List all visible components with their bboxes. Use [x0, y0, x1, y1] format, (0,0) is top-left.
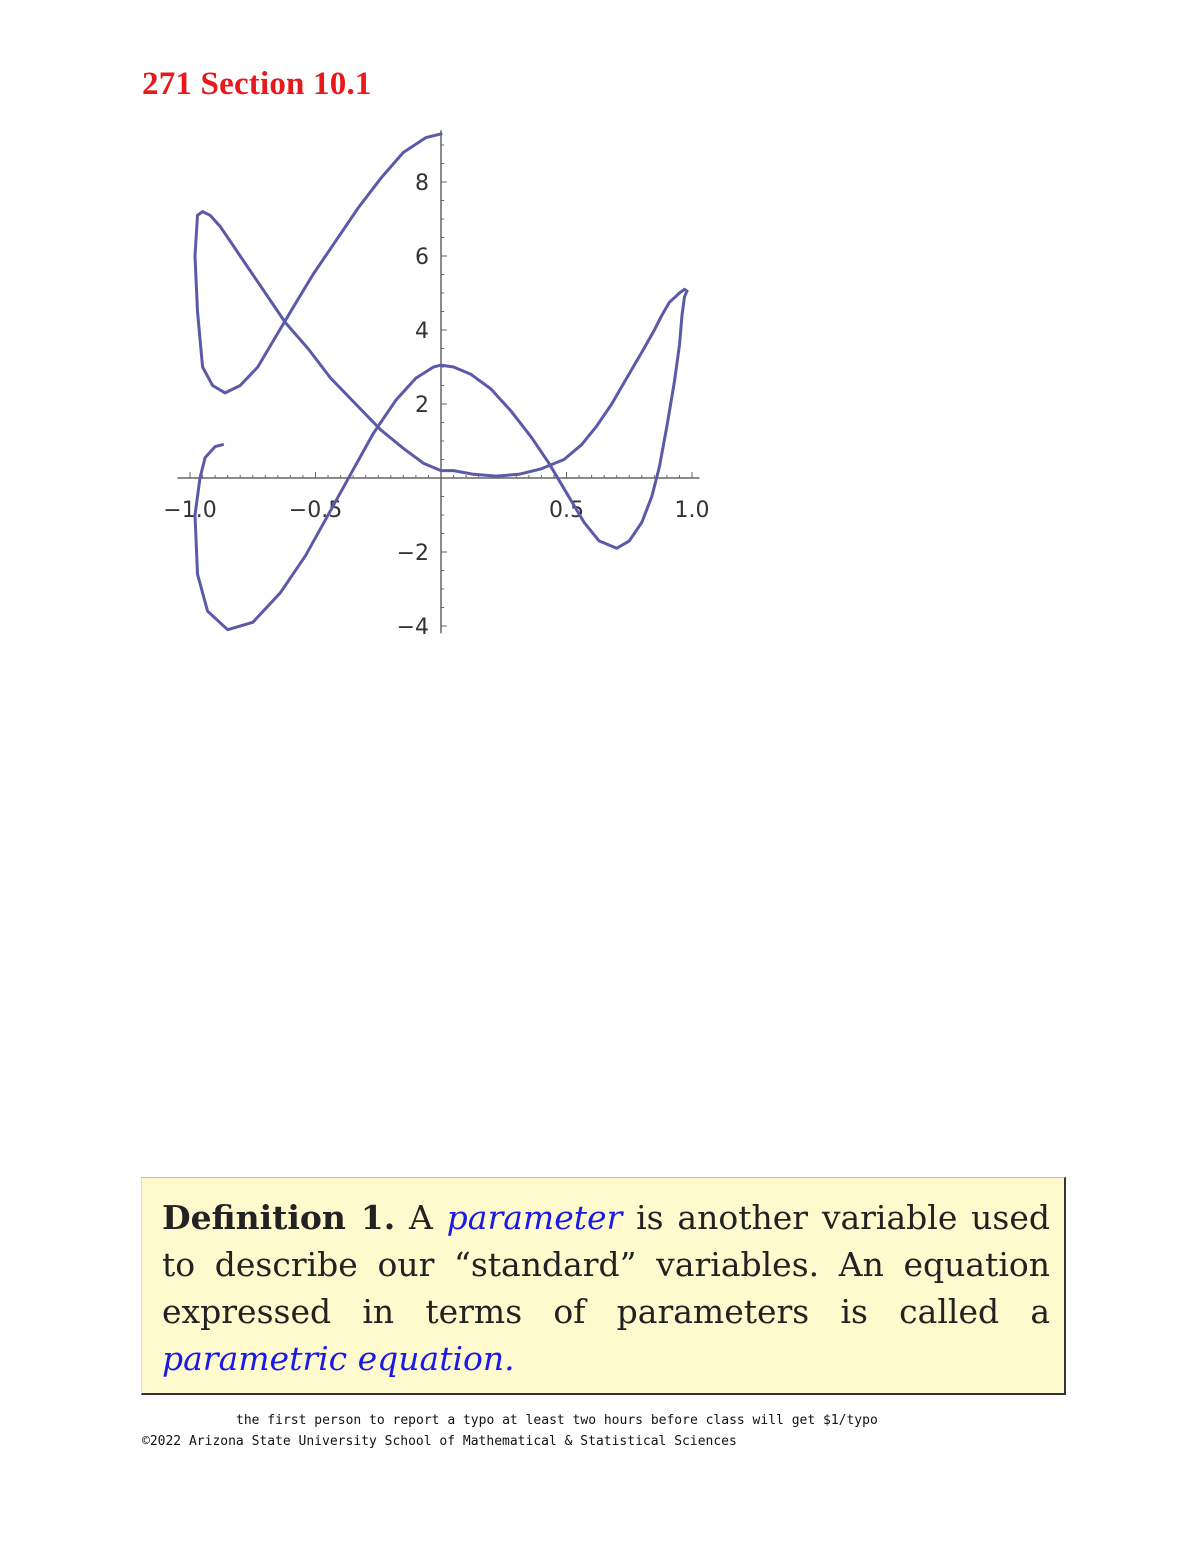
x-tick-label: −0.5 [288, 498, 343, 523]
x-tick-label: 0.5 [549, 498, 584, 523]
footer-typo-note: the first person to report a typo at least two hours before class will get $1/typo [236, 1413, 878, 1428]
definition-heading: Definition 1. [162, 1198, 396, 1237]
y-tick-label: −4 [396, 615, 429, 640]
y-tick-label: −2 [396, 541, 429, 566]
definition-term-parametric-equation: parametric equation. [162, 1339, 515, 1378]
y-tick-label: 6 [415, 245, 429, 270]
y-tick-label: 4 [415, 319, 429, 344]
x-tick-label: 1.0 [674, 498, 710, 523]
definition-text-a: A [395, 1198, 447, 1237]
parametric-curve-plot [0, 0, 1200, 700]
plot-ticks [163, 145, 709, 640]
y-tick-label: 8 [415, 171, 429, 196]
definition-box [141, 1177, 1066, 1395]
y-tick-label: 2 [415, 393, 429, 418]
definition-text-b: is another variable used to describe our “standard” variables. An equation expressed in terms of parameters is called a [162, 1198, 1051, 1331]
x-tick-label: −1.0 [163, 498, 217, 523]
footer-copyright: ©2022 Arizona State University School of Mathematical & Statistical Sciences [142, 1434, 737, 1449]
plot-axes [177, 130, 699, 633]
definition-term-parameter: parameter [446, 1198, 623, 1237]
section-title: 271 Section 10.1 [142, 66, 372, 102]
